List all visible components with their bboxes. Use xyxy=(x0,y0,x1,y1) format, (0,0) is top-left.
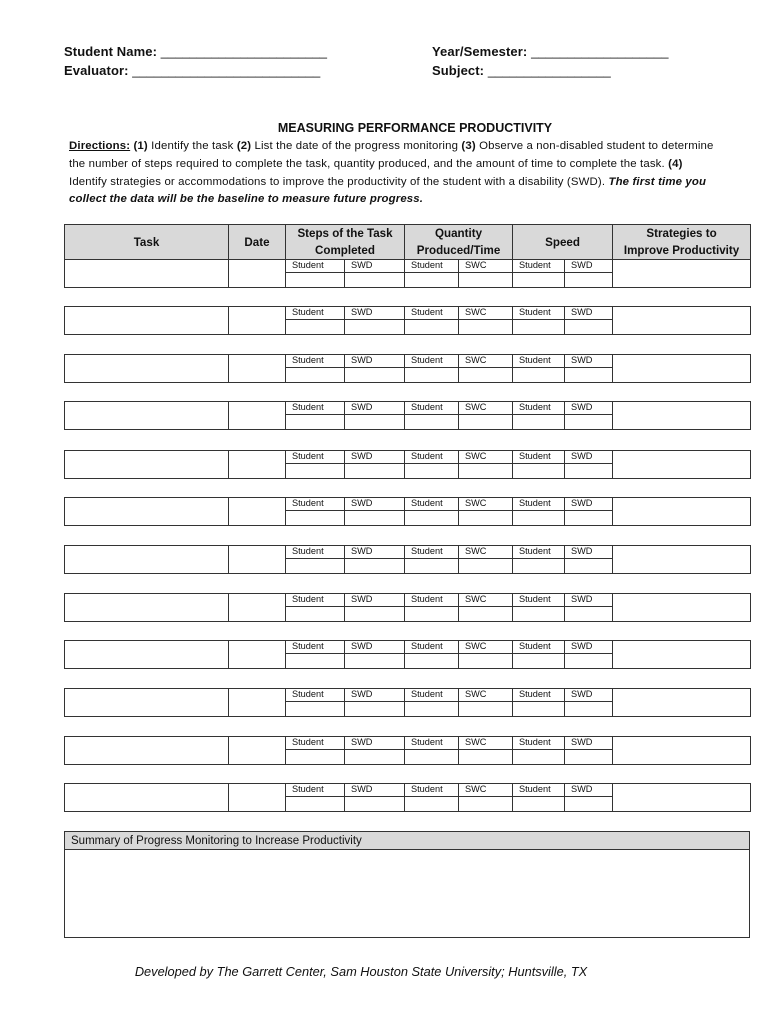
directions xyxy=(69,138,719,209)
speed-student-label: Student xyxy=(513,594,565,607)
speed-swd-label: SWD xyxy=(565,402,613,415)
steps-student-label: Student xyxy=(286,451,345,464)
student-name-label: Student Name: xyxy=(64,44,158,59)
header-strategies xyxy=(613,225,751,260)
steps-student-label: Student xyxy=(286,355,345,368)
qty-student-value[interactable] xyxy=(405,415,459,430)
header-quantity xyxy=(405,225,513,260)
speed-swd-value[interactable] xyxy=(565,702,613,717)
steps-student-label: Student xyxy=(286,737,345,750)
steps-swd-label: SWD xyxy=(345,737,405,750)
steps-swd-value[interactable] xyxy=(345,368,405,383)
steps-student-value[interactable] xyxy=(286,654,345,669)
speed-student-value[interactable] xyxy=(513,559,565,574)
header-table xyxy=(64,224,751,288)
speed-swd-value[interactable] xyxy=(565,750,613,765)
steps-swd-value[interactable] xyxy=(345,273,405,288)
step-number-2: (2) xyxy=(236,140,252,152)
summary-box xyxy=(64,831,750,938)
entry-row xyxy=(64,545,751,574)
steps-swd-value[interactable] xyxy=(345,320,405,335)
steps-swd-value[interactable] xyxy=(345,464,405,479)
steps-swd-label: SWD xyxy=(345,594,405,607)
speed-student-label: Student xyxy=(513,355,565,368)
qty-student-label: Student xyxy=(405,737,459,750)
qty-swc-value[interactable] xyxy=(459,750,513,765)
strategies-cell[interactable] xyxy=(613,784,751,812)
task-cell[interactable] xyxy=(65,451,229,479)
qty-swc-label: SWC xyxy=(459,355,513,368)
qty-swc-value[interactable] xyxy=(459,320,513,335)
speed-student-label: Student xyxy=(513,689,565,702)
task-cell[interactable] xyxy=(65,737,229,765)
qty-swc-value[interactable] xyxy=(459,511,513,526)
strategies-cell[interactable] xyxy=(613,737,751,765)
speed-swd-label: SWD xyxy=(565,546,613,559)
date-cell[interactable] xyxy=(229,546,286,574)
task-cell[interactable] xyxy=(65,260,229,288)
steps-student-label: Student xyxy=(286,260,345,273)
steps-student-label: Student xyxy=(286,689,345,702)
header-task: Task xyxy=(65,225,229,260)
header-speed: Speed xyxy=(513,225,613,260)
qty-student-label: Student xyxy=(405,451,459,464)
speed-student-label: Student xyxy=(513,546,565,559)
qty-student-label: Student xyxy=(405,498,459,511)
speed-swd-value[interactable] xyxy=(565,273,613,288)
speed-student-label: Student xyxy=(513,641,565,654)
date-cell[interactable] xyxy=(229,402,286,430)
task-cell[interactable] xyxy=(65,546,229,574)
qty-student-label: Student xyxy=(405,355,459,368)
steps-swd-value[interactable] xyxy=(345,702,405,717)
qty-student-label: Student xyxy=(405,546,459,559)
date-cell[interactable] xyxy=(229,641,286,669)
speed-student-value[interactable] xyxy=(513,702,565,717)
task-cell[interactable] xyxy=(65,402,229,430)
steps-student-label: Student xyxy=(286,498,345,511)
speed-swd-label: SWD xyxy=(565,641,613,654)
speed-swd-label: SWD xyxy=(565,451,613,464)
speed-student-value[interactable] xyxy=(513,273,565,288)
task-cell[interactable] xyxy=(65,498,229,526)
steps-swd-value[interactable] xyxy=(345,750,405,765)
speed-swd-label: SWD xyxy=(565,594,613,607)
qty-swc-value[interactable] xyxy=(459,654,513,669)
speed-swd-label: SWD xyxy=(565,784,613,797)
qty-student-label: Student xyxy=(405,594,459,607)
entry-row xyxy=(64,783,751,812)
speed-swd-label: SWD xyxy=(565,689,613,702)
speed-student-value[interactable] xyxy=(513,320,565,335)
directions-text-3: Observe a non-disabled student to determine the number of steps required to complete the task, quantity produced, and the amount of time to complete the task. xyxy=(69,140,714,170)
date-cell[interactable] xyxy=(229,498,286,526)
qty-swc-value[interactable] xyxy=(459,415,513,430)
evaluator-blank[interactable]: __________________________ xyxy=(132,63,321,78)
subject-label: Subject: xyxy=(432,63,485,78)
strategies-cell[interactable] xyxy=(613,498,751,526)
steps-swd-value[interactable] xyxy=(345,559,405,574)
steps-student-value[interactable] xyxy=(286,750,345,765)
strategies-cell[interactable] xyxy=(613,641,751,669)
speed-swd-label: SWD xyxy=(565,498,613,511)
qty-student-label: Student xyxy=(405,641,459,654)
speed-swd-value[interactable] xyxy=(565,607,613,622)
qty-swc-label: SWC xyxy=(459,402,513,415)
qty-swc-label: SWC xyxy=(459,451,513,464)
footer-credit: Developed by The Garrett Center, Sam Houston State University; Huntsville, TX xyxy=(134,964,588,979)
qty-swc-value[interactable] xyxy=(459,559,513,574)
subject-field xyxy=(432,63,611,78)
qty-student-value[interactable] xyxy=(405,797,459,812)
directions-text-1: Identify the task xyxy=(147,140,237,152)
qty-student-label: Student xyxy=(405,402,459,415)
speed-swd-value[interactable] xyxy=(565,797,613,812)
entry-row xyxy=(64,640,751,669)
qty-student-value[interactable] xyxy=(405,464,459,479)
speed-swd-value[interactable] xyxy=(565,511,613,526)
qty-student-value[interactable] xyxy=(405,273,459,288)
strategies-cell[interactable] xyxy=(613,689,751,717)
step-number-3: (3) xyxy=(461,140,476,152)
directions-text-4: Identify strategies or accommodations to improve the productivity of the student with a disability (SWD). xyxy=(69,175,609,188)
qty-student-value[interactable] xyxy=(405,368,459,383)
qty-swc-value[interactable] xyxy=(459,368,513,383)
qty-student-value[interactable] xyxy=(405,559,459,574)
strategies-cell[interactable] xyxy=(613,546,751,574)
speed-student-value[interactable] xyxy=(513,368,565,383)
strategies-cell[interactable] xyxy=(613,260,751,288)
subject-blank[interactable]: _________________ xyxy=(487,63,611,78)
qty-student-value[interactable] xyxy=(405,320,459,335)
year-semester-field xyxy=(432,44,668,59)
strategies-cell[interactable] xyxy=(613,355,751,383)
steps-swd-label: SWD xyxy=(345,641,405,654)
speed-swd-value[interactable] xyxy=(565,368,613,383)
qty-swc-label: SWC xyxy=(459,784,513,797)
speed-student-label: Student xyxy=(513,307,565,320)
speed-swd-value[interactable] xyxy=(565,654,613,669)
steps-student-value[interactable] xyxy=(286,702,345,717)
speed-student-label: Student xyxy=(513,402,565,415)
speed-student-value[interactable] xyxy=(513,654,565,669)
directions-label: Directions: xyxy=(69,140,131,152)
year-semester-label: Year/Semester: xyxy=(432,44,528,59)
header-date: Date xyxy=(229,225,286,260)
qty-swc-value[interactable] xyxy=(459,464,513,479)
date-cell[interactable] xyxy=(229,451,286,479)
speed-student-value[interactable] xyxy=(513,607,565,622)
task-cell[interactable] xyxy=(65,307,229,335)
task-cell[interactable] xyxy=(65,594,229,622)
steps-student-label: Student xyxy=(286,641,345,654)
speed-student-value[interactable] xyxy=(513,511,565,526)
steps-student-value[interactable] xyxy=(286,320,345,335)
entry-row xyxy=(64,354,751,383)
steps-swd-value[interactable] xyxy=(345,797,405,812)
steps-student-value[interactable] xyxy=(286,368,345,383)
summary-textarea[interactable] xyxy=(65,850,749,938)
speed-student-value[interactable] xyxy=(513,415,565,430)
steps-student-label: Student xyxy=(286,594,345,607)
date-cell[interactable] xyxy=(229,307,286,335)
speed-swd-label: SWD xyxy=(565,355,613,368)
strategies-cell[interactable] xyxy=(613,402,751,430)
date-cell[interactable] xyxy=(229,689,286,717)
steps-swd-label: SWD xyxy=(345,451,405,464)
summary-heading: Summary of Progress Monitoring to Increase Productivity xyxy=(65,832,749,850)
steps-swd-value[interactable] xyxy=(345,654,405,669)
steps-swd-label: SWD xyxy=(345,355,405,368)
entry-row xyxy=(64,450,751,479)
date-cell[interactable] xyxy=(229,355,286,383)
speed-student-label: Student xyxy=(513,260,565,273)
steps-student-value[interactable] xyxy=(286,511,345,526)
qty-swc-label: SWC xyxy=(459,594,513,607)
header-strategies-line1: Strategies to xyxy=(646,227,717,240)
qty-swc-value[interactable] xyxy=(459,797,513,812)
speed-student-value[interactable] xyxy=(513,750,565,765)
steps-student-value[interactable] xyxy=(286,415,345,430)
steps-swd-label: SWD xyxy=(345,689,405,702)
steps-student-label: Student xyxy=(286,402,345,415)
qty-student-label: Student xyxy=(405,260,459,273)
steps-swd-value[interactable] xyxy=(345,415,405,430)
qty-swc-label: SWC xyxy=(459,307,513,320)
steps-swd-value[interactable] xyxy=(345,511,405,526)
qty-swc-label: SWC xyxy=(459,641,513,654)
steps-student-label: Student xyxy=(286,784,345,797)
steps-student-value[interactable] xyxy=(286,607,345,622)
step-number-1: (1) xyxy=(133,140,148,152)
header-steps-line1: Steps of the Task xyxy=(297,227,393,240)
entry-row xyxy=(64,306,751,335)
qty-swc-value[interactable] xyxy=(459,273,513,288)
speed-swd-value[interactable] xyxy=(565,559,613,574)
speed-swd-value[interactable] xyxy=(565,415,613,430)
speed-student-value[interactable] xyxy=(513,464,565,479)
speed-student-label: Student xyxy=(513,498,565,511)
year-semester-blank[interactable]: ___________________ xyxy=(531,44,669,59)
qty-student-label: Student xyxy=(405,784,459,797)
qty-swc-value[interactable] xyxy=(459,607,513,622)
steps-student-value[interactable] xyxy=(286,273,345,288)
steps-swd-label: SWD xyxy=(345,307,405,320)
qty-student-value[interactable] xyxy=(405,511,459,526)
task-cell[interactable] xyxy=(65,689,229,717)
header-steps xyxy=(286,225,405,260)
header-steps-line2: Completed xyxy=(315,244,375,257)
qty-swc-label: SWC xyxy=(459,498,513,511)
page-title: MEASURING PERFORMANCE PRODUCTIVITY xyxy=(277,121,553,135)
header-quantity-line2: Produced/Time xyxy=(416,244,501,257)
qty-swc-label: SWC xyxy=(459,737,513,750)
entry-row xyxy=(64,688,751,717)
date-cell[interactable] xyxy=(229,784,286,812)
student-name-blank[interactable]: _______________________ xyxy=(160,44,328,59)
entry-row xyxy=(64,736,751,765)
qty-student-value[interactable] xyxy=(405,607,459,622)
task-cell[interactable] xyxy=(65,784,229,812)
entry-row xyxy=(64,401,751,430)
speed-student-label: Student xyxy=(513,784,565,797)
steps-swd-value[interactable] xyxy=(345,607,405,622)
steps-swd-label: SWD xyxy=(345,402,405,415)
speed-swd-value[interactable] xyxy=(565,320,613,335)
speed-student-label: Student xyxy=(513,451,565,464)
qty-swc-value[interactable] xyxy=(459,702,513,717)
qty-student-label: Student xyxy=(405,689,459,702)
date-cell[interactable] xyxy=(229,594,286,622)
task-cell[interactable] xyxy=(65,355,229,383)
strategies-cell[interactable] xyxy=(613,307,751,335)
task-cell[interactable] xyxy=(65,641,229,669)
qty-swc-label: SWC xyxy=(459,689,513,702)
qty-student-value[interactable] xyxy=(405,654,459,669)
steps-student-label: Student xyxy=(286,307,345,320)
qty-student-value[interactable] xyxy=(405,702,459,717)
date-cell[interactable] xyxy=(229,260,286,288)
student-name-field xyxy=(64,44,327,59)
steps-swd-label: SWD xyxy=(345,546,405,559)
qty-student-label: Student xyxy=(405,307,459,320)
speed-swd-label: SWD xyxy=(565,260,613,273)
strategies-cell[interactable] xyxy=(613,594,751,622)
steps-student-value[interactable] xyxy=(286,559,345,574)
entry-row xyxy=(64,497,751,526)
speed-swd-label: SWD xyxy=(565,307,613,320)
steps-swd-label: SWD xyxy=(345,260,405,273)
directions-emphasis: The first time you collect the data will be the baseline to measure future progress. xyxy=(69,175,707,206)
steps-student-value[interactable] xyxy=(286,464,345,479)
speed-swd-value[interactable] xyxy=(565,464,613,479)
entry-row xyxy=(64,593,751,622)
evaluator-label: Evaluator: xyxy=(64,63,129,78)
directions-text-2: List the date of the progress monitoring xyxy=(251,140,462,152)
steps-swd-label: SWD xyxy=(345,498,405,511)
qty-swc-label: SWC xyxy=(459,260,513,273)
speed-student-value[interactable] xyxy=(513,797,565,812)
header-strategies-line2: Improve Productivity xyxy=(623,244,740,257)
header-quantity-line1: Quantity xyxy=(435,227,483,240)
steps-swd-label: SWD xyxy=(345,784,405,797)
steps-student-label: Student xyxy=(286,546,345,559)
speed-student-label: Student xyxy=(513,737,565,750)
strategies-cell[interactable] xyxy=(613,451,751,479)
date-cell[interactable] xyxy=(229,737,286,765)
qty-student-value[interactable] xyxy=(405,750,459,765)
speed-swd-label: SWD xyxy=(565,737,613,750)
steps-student-value[interactable] xyxy=(286,797,345,812)
step-number-4: (4) xyxy=(668,157,683,170)
evaluator-field xyxy=(64,63,320,78)
qty-swc-label: SWC xyxy=(459,546,513,559)
